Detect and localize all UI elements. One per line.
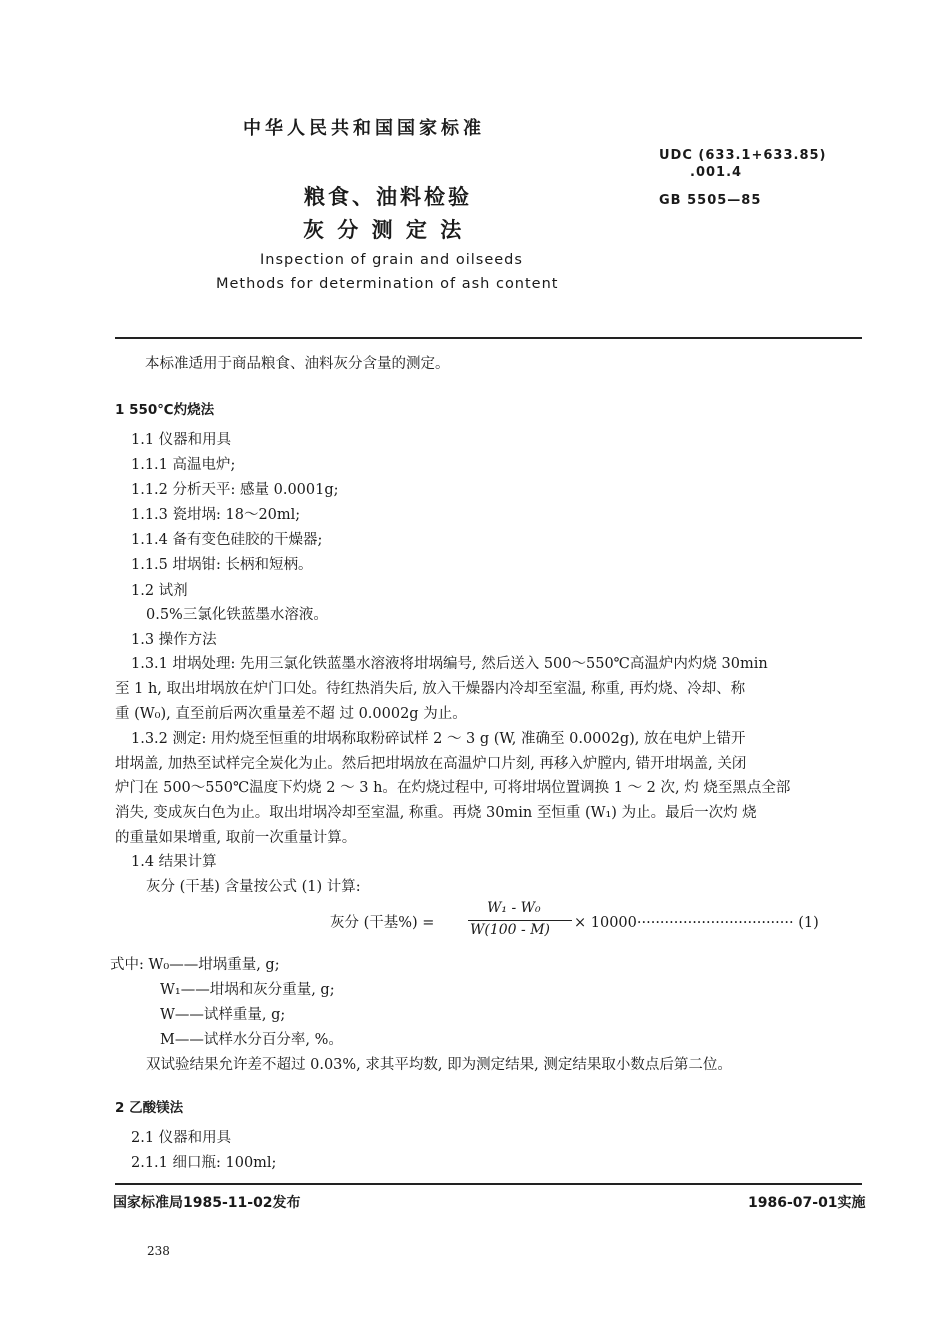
- effective-date: 1986-07-01实施: [748, 1195, 866, 1211]
- item-1-3-2-line2: 坩埚盖, 加热至试样完全炭化为止。然后把坩埚放在高温炉口片刻, 再移入炉膛内, 错开坩埚盖, 关闭: [115, 756, 747, 772]
- item-1-1-2: 1.1.2 分析天平: 感量 0.0001g;: [131, 482, 339, 498]
- formula-rhs: × 10000·································· (1): [574, 915, 819, 931]
- title-zh-line2: 灰 分 测 定 法: [303, 218, 465, 242]
- formula-numerator: W₁ - W₀: [487, 900, 541, 916]
- title-zh-line1: 粮食、油料检验: [304, 185, 472, 209]
- item-1-3-2-line1: 1.3.2 测定: 用灼烧至恒重的坩埚称取粉碎试样 2 ～ 3 g (W, 准确至 0.0002g), 放在电炉上错开: [131, 731, 746, 747]
- where-w: W——试样重量, g;: [160, 1007, 286, 1023]
- item-1-1-1: 1.1.1 高温电炉;: [131, 457, 236, 473]
- formula-denominator: W(100 - M): [470, 922, 551, 938]
- item-1-2: 1.2 试剂: [131, 583, 188, 599]
- item-1-1: 1.1 仪器和用具: [131, 432, 232, 448]
- item-1-3-1-line3: 重 (W₀), 直至前后两次重量差不超 过 0.0002g 为止。: [115, 706, 467, 722]
- item-1-3-2-line4: 消失, 变成灰白色为止。取出坩埚冷却至室温, 称重。再烧 30min 至恒重 (W₁) 为止。最后一次灼 烧: [115, 805, 757, 821]
- where-m: M——试样水分百分率, %。: [160, 1032, 343, 1048]
- gb-code: GB 5505—85: [659, 193, 762, 208]
- item-1-3-2-line5: 的重量如果增重, 取前一次重量计算。: [115, 830, 357, 846]
- item-1-3: 1.3 操作方法: [131, 632, 217, 648]
- where-w1: W₁——坩埚和灰分重量, g;: [160, 982, 335, 998]
- item-1-1-4: 1.1.4 备有变色硅胶的干燥器;: [131, 532, 323, 548]
- item-2-1: 2.1 仪器和用具: [131, 1130, 232, 1146]
- item-1-3-1-line2: 至 1 h, 取出坩埚放在炉门口处。待红热消失后, 放入干燥器内冷却至室温, 称重, 再灼烧、冷却、称: [115, 681, 746, 697]
- formula-lhs: 灰分 (干基%) =: [330, 915, 435, 931]
- title-en-line2: Methods for determination of ash content: [216, 276, 559, 292]
- item-1-2-text: 0.5%三氯化铁蓝墨水溶液。: [146, 607, 328, 623]
- udc-code-cont: .001.4: [690, 165, 743, 180]
- footer-rule: [115, 1183, 862, 1185]
- item-1-4: 1.4 结果计算: [131, 854, 217, 870]
- where-w0: 式中: W₀——坩埚重量, g;: [110, 957, 280, 973]
- title-en-line1: Inspection of grain and oilseeds: [260, 252, 523, 268]
- item-1-1-5: 1.1.5 坩埚钳: 长柄和短柄。: [131, 557, 313, 573]
- item-1-4-text: 灰分 (干基) 含量按公式 (1) 计算:: [146, 879, 361, 895]
- result-text: 双试验结果允许差不超过 0.03%, 求其平均数, 即为测定结果, 测定结果取小数点后第二位。: [146, 1057, 732, 1073]
- section-1-heading: 1 550℃灼烧法: [115, 402, 215, 418]
- item-1-3-2-line3: 炉门在 500～550℃温度下灼烧 2 ～ 3 h。在灼烧过程中, 可将坩埚位置调换 1 ～ 2 次, 灼 烧至黑点全部: [115, 780, 791, 796]
- issue-date: 国家标准局1985-11-02发布: [113, 1195, 301, 1211]
- udc-code: UDC (633.1+633.85): [659, 148, 827, 163]
- section-2-heading: 2 乙酸镁法: [115, 1100, 184, 1116]
- intro-text: 本标准适用于商品粮食、油料灰分含量的测定。: [145, 356, 450, 372]
- item-1-3-1-line1: 1.3.1 坩埚处理: 先用三氯化铁蓝墨水溶液将坩埚编号, 然后送入 500～550℃高温炉内灼烧 30min: [131, 656, 768, 672]
- item-1-1-3: 1.1.3 瓷坩埚: 18～20ml;: [131, 507, 301, 523]
- formula-fraction-bar: [468, 920, 572, 921]
- standard-org: 中华人民共和国国家标准: [243, 118, 485, 139]
- header-rule: [115, 337, 862, 339]
- item-2-1-1: 2.1.1 细口瓶: 100ml;: [131, 1155, 277, 1171]
- page-number: 238: [147, 1244, 170, 1258]
